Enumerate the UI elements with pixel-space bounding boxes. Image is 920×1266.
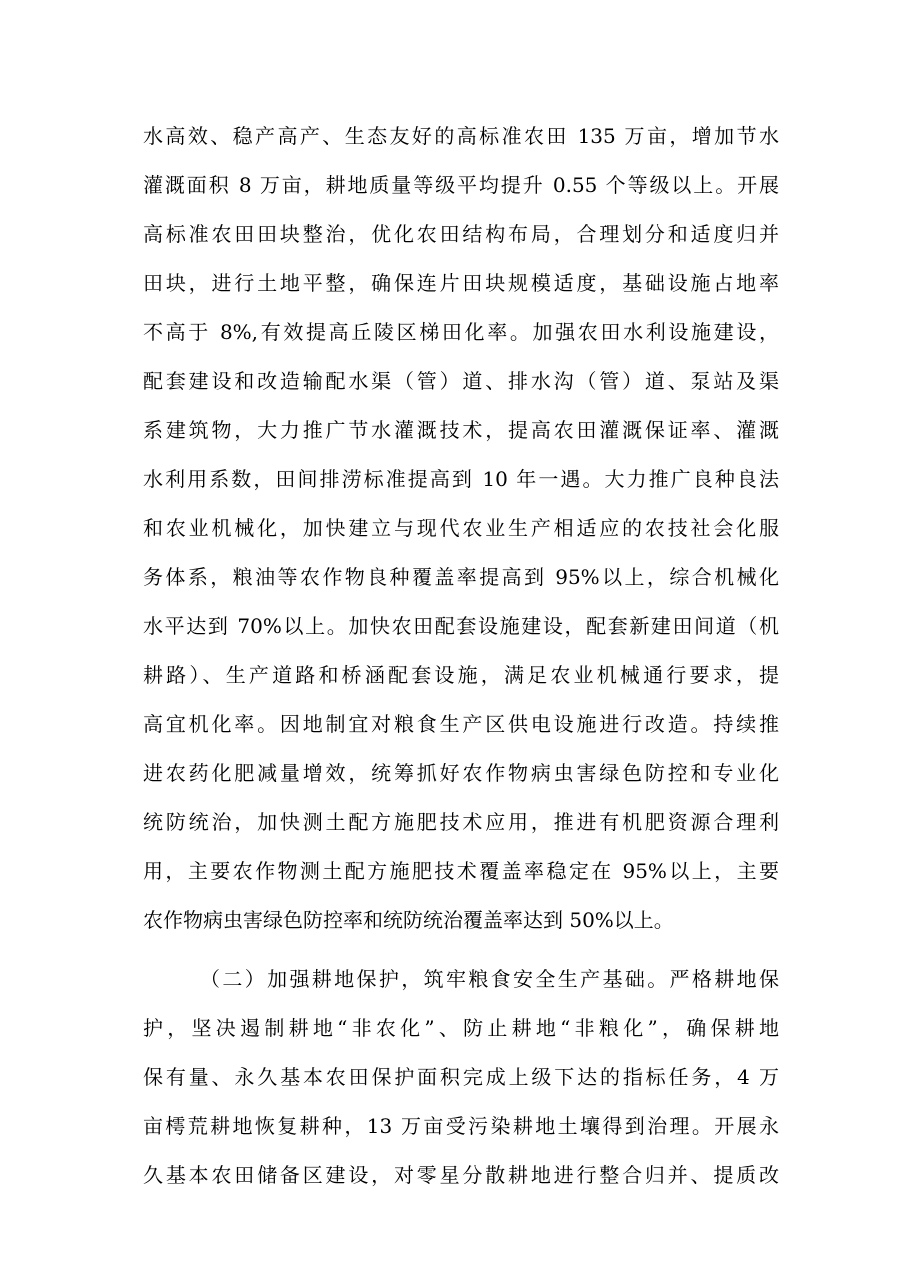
paragraph-1-line-10: 务体系，粮油等农作物良种覆盖率提高到 95%以上，综合机械化 <box>143 565 779 589</box>
paragraph-2-line-4: 亩樗荒耕地恢复耕种，13 万亩受污染耕地土壤得到治理。开展永 <box>143 1114 779 1138</box>
paragraph-1-line-8: 水利用系数，田间排涝标准提高到 10 年一遇。大力推广良种良法 <box>143 467 779 491</box>
paragraph-2-line-1: （二）加强耕地保护，筑牢粮食安全生产基础。严格耕地保 <box>200 967 779 991</box>
paragraph-gap <box>143 945 779 955</box>
paragraph-1-line-16: 用，主要农作物测土配方施肥技术覆盖率稳定在 95%以上，主要 <box>143 859 779 883</box>
paragraph-2-line-5: 久基本农田储备区建设，对零星分散耕地进行整合归并、提质改 <box>143 1163 779 1187</box>
paragraph-1-line-2: 灌溉面积 8 万亩，耕地质量等级平均提升 0.55 个等级以上。开展 <box>143 173 779 197</box>
paragraph-1-line-11: 水平达到 70%以上。加快农田配套设施建设，配套新建田间道（机 <box>143 614 779 638</box>
paragraph-1-line-13: 高宜机化率。因地制宜对粮食生产区供电设施进行改造。持续推 <box>143 712 779 736</box>
paragraph-2-line-2: 护，坚决遏制耕地“非农化”、防止耕地“非粮化”，确保耕地 <box>143 1016 779 1040</box>
paragraph-1-line-12: 耕路）、生产道路和桥涵配套设施，满足农业机械通行要求，提 <box>143 663 779 687</box>
paragraph-1-line-1: 水高效、稳产高产、生态友好的高标准农田 135 万亩，增加节水 <box>143 124 779 148</box>
document-body <box>143 112 779 1200</box>
paragraph-1-line-3: 高标准农田田块整治，优化农田结构布局，合理划分和适度归并 <box>143 222 779 246</box>
paragraph-1-line-6: 配套建设和改造输配水渠（管）道、排水沟（管）道、泵站及渠 <box>143 369 779 393</box>
paragraph-2-line-3: 保有量、永久基本农田保护面积完成上级下达的指标任务，4 万 <box>143 1065 779 1089</box>
paragraph-1-line-4: 田块，进行土地平整，确保连片田块规模适度，基础设施占地率 <box>143 271 779 295</box>
paragraph-1-line-9: 和农业机械化，加快建立与现代农业生产相适应的农技社会化服 <box>143 516 779 540</box>
paragraph-1-line-5: 不高于 8%,有效提高丘陵区梯田化率。加强农田水利设施建设， <box>143 320 779 344</box>
paragraph-1-line-7: 系建筑物，大力推广节水灌溉技术，提高农田灌溉保证率、灌溉 <box>143 418 779 442</box>
paragraph-1-line-15: 统防统治，加快测土配方施肥技术应用，推进有机肥资源合理利 <box>143 810 779 834</box>
paragraph-1-line-17: 农作物病虫害绿色防控率和统防统治覆盖率达到 50%以上。 <box>143 908 674 932</box>
paragraph-1-line-14: 进农药化肥减量增效，统筹抓好农作物病虫害绿色防控和专业化 <box>143 761 779 785</box>
